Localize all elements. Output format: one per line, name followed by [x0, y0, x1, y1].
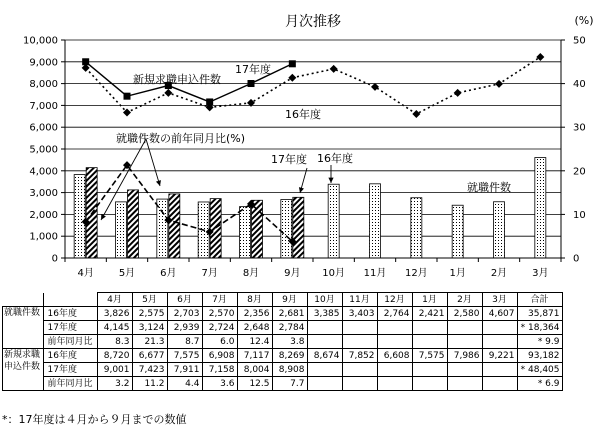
- table-cell: 7,158: [202, 363, 237, 377]
- table-cell: 6,608: [377, 349, 412, 363]
- bar-jobs-17: [169, 194, 180, 258]
- x-tick-label: 12月: [404, 268, 428, 279]
- table-cell: 8,674: [307, 349, 342, 363]
- annotation-arrowhead: [328, 178, 333, 183]
- table-cell: 6,677: [132, 349, 167, 363]
- data-table: [2, 292, 563, 391]
- header-cell: 3月: [482, 293, 517, 307]
- x-tick-label: 11月: [363, 268, 387, 279]
- table-cell: * 9.9: [517, 335, 562, 349]
- table-cell: 7,575: [412, 349, 447, 363]
- y-tick-label: 4,000: [29, 166, 58, 178]
- point-apps-16: [495, 80, 503, 88]
- table-cell: 2,421: [412, 307, 447, 321]
- table-cell: 2,681: [272, 307, 307, 321]
- table-cell: [377, 321, 412, 335]
- table-cell: [342, 377, 377, 391]
- header-cell: 合計: [517, 293, 562, 307]
- header-cell: 7月: [202, 293, 237, 307]
- y2-tick-label: 10: [573, 209, 586, 221]
- y2-tick-label: 20: [573, 166, 586, 178]
- bar-jobs-17: [128, 190, 139, 258]
- point-apps-16: [454, 89, 462, 97]
- table-cell: 2,764: [377, 307, 412, 321]
- group-label-line: 新規求職: [4, 350, 41, 360]
- table-cell: 6.0: [202, 335, 237, 349]
- header-cell: 4月: [97, 293, 132, 307]
- table-cell: [307, 377, 342, 391]
- bar-jobs-16: [240, 207, 251, 258]
- table-cell: [482, 321, 517, 335]
- row-label: 前年同月比: [43, 335, 97, 349]
- header-cell: 9月: [272, 293, 307, 307]
- table-cell: 9,221: [482, 349, 517, 363]
- group-label-line: 就職件数: [4, 308, 41, 318]
- table-cell: 2,570: [202, 307, 237, 321]
- point-apps-16: [164, 89, 172, 97]
- table-cell: 7,852: [342, 349, 377, 363]
- annotation-arrowhead: [156, 180, 161, 186]
- point-apps-17: [82, 58, 89, 65]
- y-tick-label: 3,000: [29, 188, 58, 200]
- table-cell: 2,648: [237, 321, 272, 335]
- point-apps-17: [124, 93, 131, 100]
- table-cell: 11.2: [132, 377, 167, 391]
- table-cell: * 48,405: [517, 363, 562, 377]
- table-cell: * 6.9: [517, 377, 562, 391]
- table-cell: 7,423: [132, 363, 167, 377]
- bar-jobs-16: [74, 175, 85, 258]
- table-row: [3, 377, 563, 391]
- point-apps-16: [371, 83, 379, 91]
- row-label: 17年度: [43, 363, 97, 377]
- y-tick-label: 9,000: [29, 57, 58, 69]
- header-cell: 8月: [237, 293, 272, 307]
- chart-annotation: 17年度: [235, 63, 271, 76]
- y-tick-label: 0: [51, 253, 58, 265]
- x-tick-label: 5月: [118, 268, 136, 279]
- table-cell: [447, 321, 482, 335]
- table-cell: 7,117: [237, 349, 272, 363]
- chart-annotation: 就職件数: [467, 181, 511, 194]
- bar-jobs-16: [328, 184, 339, 258]
- y-tick-label: 10,000: [23, 35, 58, 47]
- table-cell: [377, 335, 412, 349]
- group-label-line: 申込件数: [4, 362, 41, 372]
- table-cell: [447, 335, 482, 349]
- table-cell: [307, 321, 342, 335]
- table-corner: [3, 293, 44, 307]
- annotation-arrow: [146, 139, 160, 186]
- header-cell: 6月: [167, 293, 202, 307]
- table-cell: 4.4: [167, 377, 202, 391]
- table-row: [3, 321, 563, 335]
- table-cell: [377, 363, 412, 377]
- point-apps-17: [289, 60, 296, 67]
- table-cell: 8,004: [237, 363, 272, 377]
- y-tick-label: 2,000: [29, 209, 58, 221]
- point-apps-17: [206, 98, 213, 105]
- table-cell: * 18,364: [517, 321, 562, 335]
- x-tick-label: 4月: [77, 268, 94, 279]
- table-cell: [377, 377, 412, 391]
- table-cell: 7,911: [167, 363, 202, 377]
- table-cell: 3,385: [307, 307, 342, 321]
- x-tick-label: 10月: [322, 268, 346, 279]
- y-tick-label: 5,000: [29, 144, 58, 156]
- row-label: 16年度: [43, 307, 97, 321]
- table-cell: 4,607: [482, 307, 517, 321]
- table-cell: 8,269: [272, 349, 307, 363]
- x-tick-label: 6月: [160, 268, 177, 279]
- header-cell: 5月: [132, 293, 167, 307]
- bar-jobs-16: [494, 202, 505, 258]
- y-tick-label: 6,000: [29, 122, 58, 134]
- table-cell: 2,575: [132, 307, 167, 321]
- table-cell: 12.5: [237, 377, 272, 391]
- table-cell: [482, 377, 517, 391]
- x-tick-label: 8月: [242, 268, 260, 279]
- table-row: [3, 363, 563, 377]
- table-cell: 2,580: [447, 307, 482, 321]
- table-cell: 2,356: [237, 307, 272, 321]
- chart-annotation: 16年度: [317, 152, 353, 165]
- chart-annotation: 17年度: [271, 153, 307, 166]
- table-cell: 7.7: [272, 377, 307, 391]
- table-cell: [342, 335, 377, 349]
- table-cell: [412, 335, 447, 349]
- y2-tick-label: 40: [573, 79, 586, 91]
- table-cell: 8,908: [272, 363, 307, 377]
- table-cell: 9,001: [97, 363, 132, 377]
- group-label: [3, 349, 44, 391]
- point-apps-16: [536, 53, 544, 61]
- table-cell: 2,784: [272, 321, 307, 335]
- bar-jobs-16: [411, 198, 422, 258]
- table-cell: 7,986: [447, 349, 482, 363]
- table-cell: [412, 321, 447, 335]
- row-label: 16年度: [43, 349, 97, 363]
- table-row: [3, 349, 563, 363]
- table-cell: [447, 363, 482, 377]
- table-cell: [482, 335, 517, 349]
- annotation-arrowhead: [299, 187, 304, 193]
- table-cell: [307, 335, 342, 349]
- y2-unit-label: (%): [574, 14, 594, 27]
- table-cell: 35,871: [517, 307, 562, 321]
- table-corner: [43, 293, 97, 307]
- table-cell: 21.3: [132, 335, 167, 349]
- table-cell: [447, 377, 482, 391]
- bar-jobs-16: [281, 200, 292, 258]
- y-tick-label: 1,000: [29, 231, 58, 243]
- table-cell: [307, 363, 342, 377]
- x-tick-label: 1月: [449, 268, 466, 279]
- bar-jobs-16: [157, 199, 168, 258]
- row-label: 17年度: [43, 321, 97, 335]
- table-cell: 8,720: [97, 349, 132, 363]
- group-label: [3, 307, 44, 349]
- table-cell: 3,826: [97, 307, 132, 321]
- table-cell: [482, 363, 517, 377]
- chart-annotation: 就職件数の前年同月比(%): [116, 132, 246, 145]
- table-cell: [342, 321, 377, 335]
- bar-jobs-16: [116, 202, 127, 258]
- y-tick-label: 7,000: [29, 100, 58, 112]
- table-cell: 3,403: [342, 307, 377, 321]
- table-cell: 2,939: [167, 321, 202, 335]
- table-cell: 3.8: [272, 335, 307, 349]
- table-header-row: [3, 293, 563, 307]
- point-apps-16: [412, 110, 420, 118]
- x-tick-label: 7月: [201, 268, 218, 279]
- table-cell: 8.7: [167, 335, 202, 349]
- x-tick-label: 3月: [532, 268, 549, 279]
- bar-jobs-17: [210, 199, 221, 258]
- bar-jobs-16: [452, 205, 463, 258]
- y2-tick-label: 0: [573, 253, 580, 265]
- y2-tick-label: 50: [573, 35, 586, 47]
- table-cell: [412, 377, 447, 391]
- table-row: [3, 335, 563, 349]
- y-tick-label: 8,000: [29, 79, 58, 91]
- table-cell: 12.4: [237, 335, 272, 349]
- table-cell: 6,908: [202, 349, 237, 363]
- table-cell: 4,145: [97, 321, 132, 335]
- chart-title: 月次推移: [285, 14, 341, 30]
- header-cell: 1月: [412, 293, 447, 307]
- x-tick-label: 9月: [284, 268, 301, 279]
- header-cell: 11月: [342, 293, 377, 307]
- point-apps-17: [248, 80, 255, 87]
- point-apps-16: [288, 74, 296, 82]
- table-cell: 93,182: [517, 349, 562, 363]
- table-cell: [342, 363, 377, 377]
- header-cell: 10月: [307, 293, 342, 307]
- header-cell: 2月: [447, 293, 482, 307]
- chart-annotation: 新規求職申込件数: [133, 73, 221, 86]
- bar-jobs-17: [293, 197, 304, 258]
- table-row: [3, 307, 563, 321]
- row-label: 前年同月比: [43, 377, 97, 391]
- header-cell: 12月: [377, 293, 412, 307]
- table-cell: 2,724: [202, 321, 237, 335]
- table-cell: [412, 363, 447, 377]
- bar-jobs-16: [535, 158, 546, 258]
- footnote: *：17年度は４月から９月までの数値: [2, 413, 187, 426]
- table-cell: 3.2: [97, 377, 132, 391]
- bar-jobs-16: [370, 184, 381, 258]
- table-cell: 7,575: [167, 349, 202, 363]
- x-tick-label: 2月: [490, 268, 508, 279]
- point-apps-16: [330, 65, 338, 73]
- table-cell: 2,703: [167, 307, 202, 321]
- y2-tick-label: 30: [573, 122, 586, 134]
- table-cell: 3.6: [202, 377, 237, 391]
- table-cell: 8.3: [97, 335, 132, 349]
- table-cell: 3,124: [132, 321, 167, 335]
- chart-annotation: 16年度: [285, 108, 321, 121]
